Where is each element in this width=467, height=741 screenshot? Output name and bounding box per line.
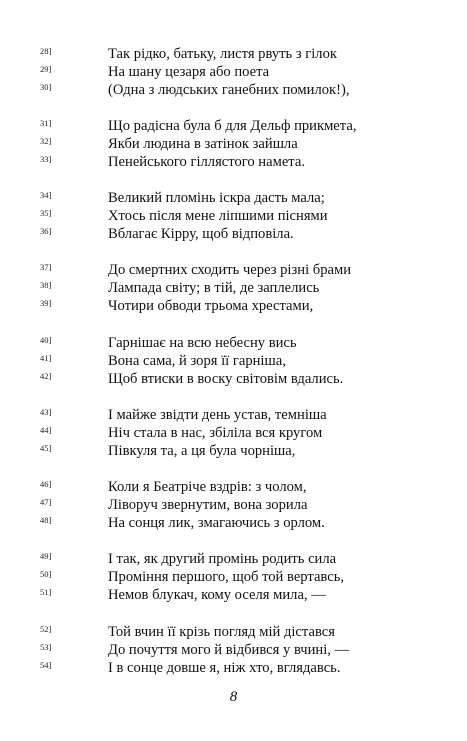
verse-text: Коли я Беатріче вздрів: з чолом, <box>108 479 307 495</box>
verse-line <box>0 442 467 460</box>
line-number: 45] <box>40 443 52 454</box>
verse-text: Ніч стала в нас, збіліла вся кругом <box>108 425 323 442</box>
verse-text: І в сонце довше я, ніж хто, вглядавсь. <box>108 660 341 677</box>
verse-line <box>0 279 467 297</box>
line-number: 38] <box>40 280 52 291</box>
verse-text: Вона сама, й зоря її гарніша, <box>108 353 286 370</box>
line-number: 35] <box>40 208 52 219</box>
verse-line <box>0 496 467 514</box>
verse-line <box>0 370 467 388</box>
line-number: 46] <box>40 479 52 489</box>
verse-text: Ліворуч звернутим, вона зорила <box>108 497 308 514</box>
verse-line <box>0 207 467 225</box>
verse-line <box>0 117 467 135</box>
stanza <box>0 45 467 100</box>
line-number: 51] <box>40 587 52 598</box>
line-number: 40] <box>40 335 52 345</box>
line-number: 47] <box>40 497 52 508</box>
verse-line <box>0 659 467 677</box>
stanza <box>0 478 467 533</box>
verse-line <box>0 334 467 352</box>
verse-line <box>0 297 467 315</box>
line-number: 36] <box>40 226 52 237</box>
line-number: 53] <box>40 642 52 653</box>
line-number: 48] <box>40 515 52 526</box>
verse-text: Пенейського гіллястого намета. <box>108 154 305 171</box>
verse-line <box>0 352 467 370</box>
line-number: 30] <box>40 82 52 93</box>
line-number: 42] <box>40 371 52 382</box>
verse-text: Якби людина в затінок зайшла <box>108 136 298 153</box>
verse-text: І так, як другий промінь родить сила <box>108 551 337 567</box>
line-number: 31] <box>40 118 52 128</box>
verse-text: Півкуля та, а ця була чорніша, <box>108 443 296 460</box>
line-number: 44] <box>40 425 52 436</box>
verse-text: Що радісна була б для Дельф прикмета, <box>108 118 357 134</box>
verse-text: Лампада світу; в тій, де заплелись <box>108 280 320 297</box>
verse-line <box>0 568 467 586</box>
stanza <box>0 623 467 678</box>
verse-text: Чотири обводи трьома хрестами, <box>108 298 314 315</box>
verse-line <box>0 225 467 243</box>
verse-text: Великий пломінь іскра дасть мала; <box>108 190 325 206</box>
line-number: 41] <box>40 353 52 364</box>
verse-line <box>0 424 467 442</box>
line-number: 52] <box>40 624 52 634</box>
line-number: 29] <box>40 64 52 75</box>
verse-line <box>0 81 467 99</box>
stanza <box>0 406 467 461</box>
verse-text: До смертних сходить через різні брами <box>108 262 352 278</box>
verse-text: Той вчин її крізь погляд мій дістався <box>108 624 335 640</box>
line-number: 32] <box>40 136 52 147</box>
verse-text: (Одна з людських ганебних помилок!), <box>108 82 350 99</box>
line-number: 43] <box>40 407 52 417</box>
stanza <box>0 334 467 389</box>
verse-text: Щоб втиски в воску світовім вдались. <box>108 371 344 388</box>
verse-text: До почуття мого й відбився у вчині, — <box>108 642 350 659</box>
verse-text: Немов блукач, кому оселя мила, — <box>108 587 326 604</box>
verse-line <box>0 45 467 63</box>
stanza <box>0 117 467 172</box>
verse-text: Гарнішає на всю небесну вись <box>108 335 297 351</box>
verse-line <box>0 135 467 153</box>
page-number: 8 <box>229 689 238 705</box>
verse-line <box>0 514 467 532</box>
verse-text: Проміння першого, щоб той вертавсь, <box>108 569 345 586</box>
verse-text: Вблагає Кірру, щоб відповіла. <box>108 226 294 243</box>
verse-line <box>0 478 467 496</box>
line-number: 50] <box>40 569 52 580</box>
verse-line <box>0 189 467 207</box>
verse-text: На сонця лик, змагаючись з орлом. <box>108 515 325 532</box>
stanza <box>0 189 467 244</box>
line-number: 39] <box>40 298 52 309</box>
stanza <box>0 261 467 316</box>
verse-line <box>0 261 467 279</box>
verse-line <box>0 623 467 641</box>
verse-text: Так рідко, батьку, листя рвуть з гілок <box>108 46 337 62</box>
line-number: 54] <box>40 660 52 671</box>
line-number: 37] <box>40 262 52 272</box>
verse-text: На шану цезаря або поета <box>108 64 270 81</box>
verse-line <box>0 406 467 424</box>
line-number: 28] <box>40 46 52 56</box>
verse-text: І майже звідти день устав, темніша <box>108 407 327 423</box>
stanza <box>0 550 467 605</box>
verse-line <box>0 153 467 171</box>
line-number: 33] <box>40 154 52 165</box>
line-number: 49] <box>40 551 52 561</box>
line-number: 34] <box>40 190 52 200</box>
verse-text: Хтось після мене ліпшими піснями <box>108 208 328 225</box>
verse-line <box>0 641 467 659</box>
verse-line <box>0 63 467 81</box>
verse-line <box>0 550 467 568</box>
verse-line <box>0 586 467 604</box>
